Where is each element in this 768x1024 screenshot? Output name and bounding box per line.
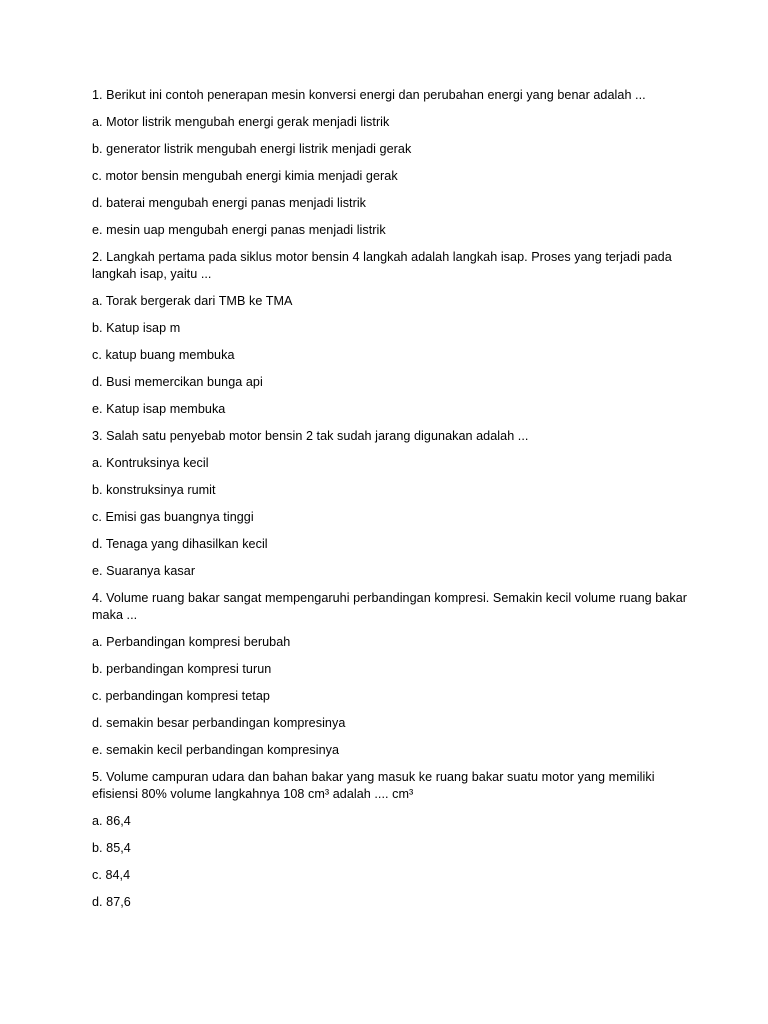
- option-e: e. Suaranya kasar: [92, 564, 196, 578]
- question-text: 3. Salah satu penyebab motor bensin 2 tak sudah jarang digunakan adalah ...: [92, 429, 529, 443]
- question-3: [92, 428, 692, 580]
- question-text: 5. Volume campuran udara dan bahan bakar yang masuk ke ruang bakar suatu motor yang memiliki efisiensi 80% volume langkahnya 108 cm³ adalah .... cm³: [92, 770, 655, 801]
- option-a: a. 86,4: [92, 814, 131, 828]
- option-b: b. konstruksinya rumit: [92, 483, 216, 497]
- question-4: [92, 590, 692, 759]
- option-list: [92, 455, 692, 580]
- option-d: d. 87,6: [92, 895, 131, 909]
- question-5: [92, 769, 692, 911]
- option-list: [92, 813, 692, 911]
- option-b: b. perbandingan kompresi turun: [92, 662, 272, 676]
- option-b: b. Katup isap m: [92, 321, 181, 335]
- question-2: [92, 249, 692, 418]
- option-d: d. semakin besar perbandingan kompresinya: [92, 716, 346, 730]
- option-a: a. Torak bergerak dari TMB ke TMA: [92, 294, 293, 308]
- option-list: [92, 293, 692, 418]
- option-c: c. Emisi gas buangnya tinggi: [92, 510, 254, 524]
- option-e: e. Katup isap membuka: [92, 402, 226, 416]
- question-1: [92, 87, 692, 239]
- option-a: a. Perbandingan kompresi berubah: [92, 635, 291, 649]
- option-list: [92, 634, 692, 759]
- option-c: c. perbandingan kompresi tetap: [92, 689, 270, 703]
- option-b: b. generator listrik mengubah energi listrik menjadi gerak: [92, 142, 412, 156]
- option-d: d. Tenaga yang dihasilkan kecil: [92, 537, 268, 551]
- question-text: 4. Volume ruang bakar sangat mempengaruhi perbandingan kompresi. Semakin kecil volume ruang bakar maka ...: [92, 591, 687, 622]
- option-a: a. Motor listrik mengubah energi gerak menjadi listrik: [92, 115, 390, 129]
- option-b: b. 85,4: [92, 841, 131, 855]
- option-c: c. katup buang membuka: [92, 348, 235, 362]
- option-list: [92, 114, 692, 239]
- option-c: c. motor bensin mengubah energi kimia menjadi gerak: [92, 169, 398, 183]
- question-text: 1. Berikut ini contoh penerapan mesin konversi energi dan perubahan energi yang benar adalah ...: [92, 88, 646, 102]
- option-d: d. Busi memercikan bunga api: [92, 375, 263, 389]
- option-c: c. 84,4: [92, 868, 131, 882]
- option-d: d. baterai mengubah energi panas menjadi listrik: [92, 196, 367, 210]
- option-e: e. semakin kecil perbandingan kompresinya: [92, 743, 340, 757]
- option-e: e. mesin uap mengubah energi panas menjadi listrik: [92, 223, 386, 237]
- question-text: 2. Langkah pertama pada siklus motor bensin 4 langkah adalah langkah isap. Proses yang terjadi pada langkah isap, yaitu ...: [92, 250, 672, 281]
- option-a: a. Kontruksinya kecil: [92, 456, 209, 470]
